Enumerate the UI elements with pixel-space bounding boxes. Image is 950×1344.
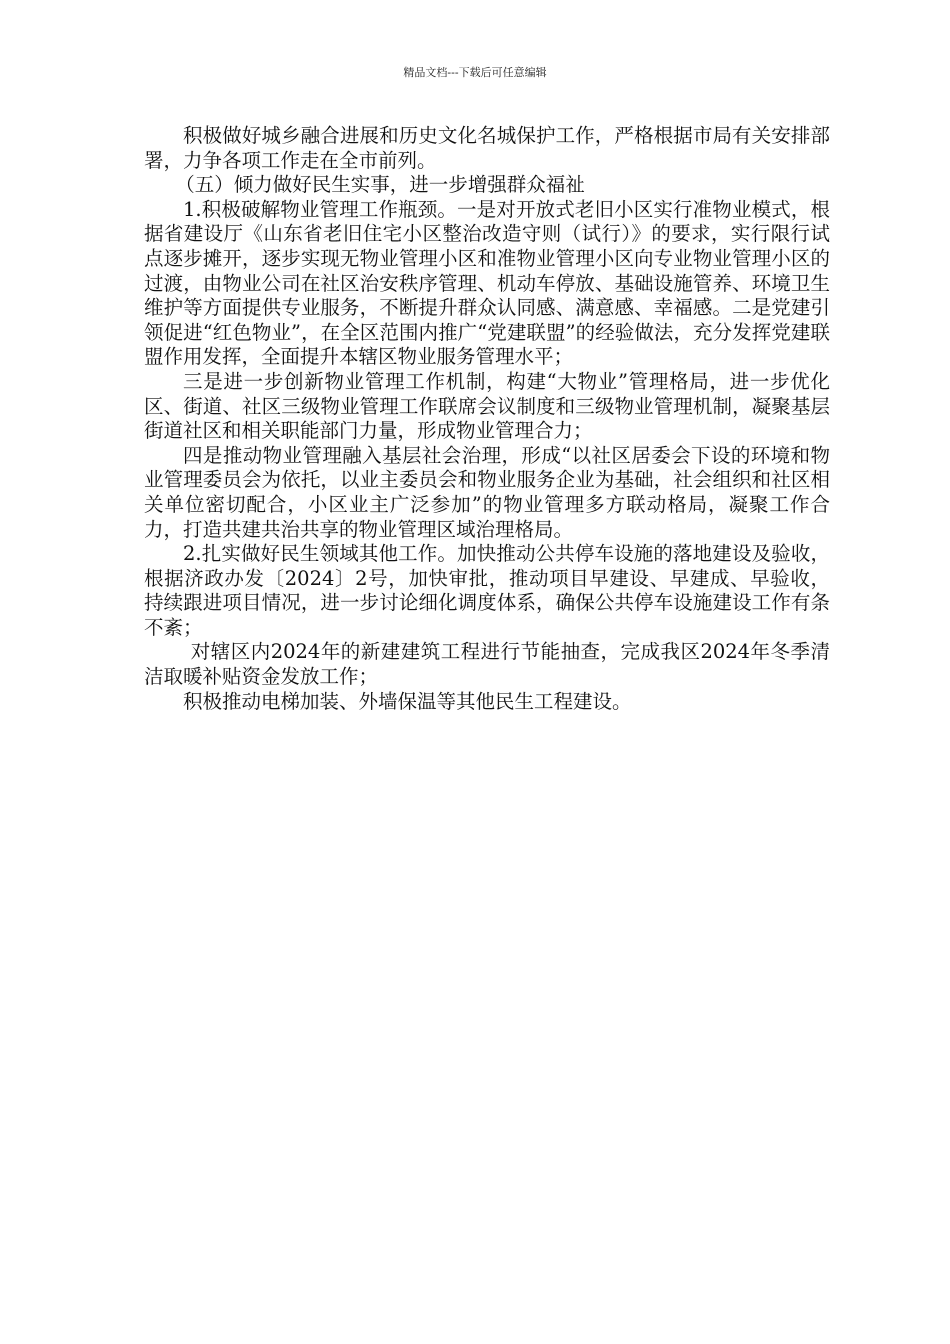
document-body <box>144 124 830 714</box>
paragraph: 1.积极破解物业管理工作瓶颈。一是对开放式老旧小区实行准物业模式，根据省建设厅《山东省老旧住宅小区整治改造守则（试行）》的要求，实行限行试点逐步摊开，逐步实现无物业管理小区和准物业管理小区向专业物业管理小区的过渡，由物业公司在社区治安秩序管理、机动车停放、基础设施管养、环境卫生维护等方面提供专业服务，不断提升群众认同感、满意感、幸福感。二是党建引领促进“红色物业”，在全区范围内推广“党建联盟”的经验做法，充分发挥党建联盟作用发挥，全面提升本辖区物业服务管理水平； <box>144 197 830 369</box>
paragraph: 对辖区内2024年的新建建筑工程进行节能抽查，完成我区2024年冬季清洁取暖补贴资金发放工作； <box>144 640 830 689</box>
paragraph: 积极做好城乡融合进展和历史文化名城保护工作，严格根据市局有关安排部署，力争各项工作走在全市前列。 <box>144 124 830 172</box>
page-header: 精品文档---下载后可任意编辑 <box>403 66 547 79</box>
section-heading: （五）倾力做好民生实事，进一步增强群众福祉 <box>175 173 585 197</box>
paragraph: 四是推动物业管理融入基层社会治理，形成“以社区居委会下设的环境和物业管理委员会为依托，以业主委员会和物业服务企业为基础，社会组织和社区相关单位密切配合，小区业主广泛参加”的物业管理多方联动格局，凝聚工作合力，打造共建共治共享的物业管理区域治理格局。 <box>144 443 830 541</box>
paragraph: 积极推动电梯加装、外墙保温等其他民生工程建设。 <box>183 689 632 713</box>
paragraph: 三是进一步创新物业管理工作机制，构建“大物业”管理格局，进一步优化区、街道、社区三级物业管理工作联席会议制度和三级物业管理机制，凝聚基层街道社区和相关职能部门力量，形成物业管理合力； <box>144 369 830 443</box>
paragraph: 2.扎实做好民生领域其他工作。加快推动公共停车设施的落地建设及验收，根据济政办发〔2024〕2号，加快审批，推动项目早建设、早建成、早验收，持续跟进项目情况，进一步讨论细化调度体系，确保公共停车设施建设工作有条不紊； <box>144 542 830 639</box>
